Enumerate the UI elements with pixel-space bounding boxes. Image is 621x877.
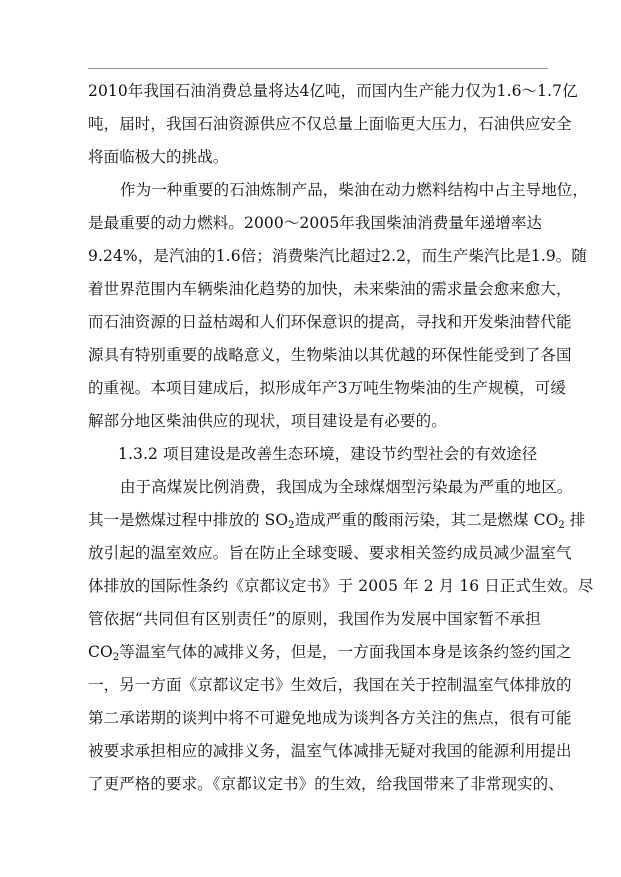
line-text: CO	[88, 643, 113, 661]
body-line: 管依据“共同但有区别责任”的原则，我国作为发展中国家暂不承担	[88, 610, 541, 628]
subscript: 2	[558, 520, 565, 531]
body-line: 是最重要的动力燃料。2000～2005年我国柴油消费量年递增率达	[88, 214, 543, 232]
body-line-with-formula	[88, 637, 572, 667]
body-line: 被要求承担相应的减排义务，温室气体减排无疑对我国的能源利用提出	[88, 742, 572, 760]
line-text: 造成严重的酸雨污染，其二是燃煤 CO	[294, 511, 559, 529]
line-text: 其一是燃煤过程中排放的 SO	[88, 511, 289, 529]
body-line: 2010年我国石油消费总量将达4亿吨，而国内生产能力仅为1.6～1.7亿	[88, 82, 578, 100]
body-line: 9.24%，是汽油的1.6倍；消费柴汽比超过2.2，而生产柴汽比是1.9。随	[88, 247, 587, 265]
body-line: 着世界范围内车辆柴油化趋势的加快，未来柴油的需求量会愈来愈大，	[88, 280, 572, 298]
body-line: 的重视。本项目建成后，拟形成年产3万吨生物柴油的生产规模，可缓	[88, 379, 566, 397]
section-heading: 1.3.2 项目建设是改善生态环境，建设节约型社会的有效途径	[118, 445, 538, 463]
paragraph-start-line: 由于高煤炭比例消费，我国成为全球煤烟型污染最为严重的地区。	[120, 478, 573, 496]
line-text: 等温室气体的减排义务，但是，一方面我国本身是该条约签约国之	[119, 643, 572, 661]
body-line: 解部分地区柴油供应的现状，项目建设是有必要的。	[88, 412, 447, 430]
header-rule	[88, 68, 548, 69]
subscript: 2	[288, 520, 295, 531]
body-line: 吨，届时，我国石油资源供应不仅总量上面临更大压力，石油供应安全	[88, 115, 572, 133]
body-line-with-formula	[88, 505, 586, 535]
body-line: 了更严格的要求。《京都议定书》的生效，给我国带来了非常现实的、	[88, 775, 564, 793]
body-line: 将面临极大的挑战。	[88, 148, 229, 166]
body-line: 体排放的国际性条约《京都议定书》于 2005 年 2 月 16 日正式生效。尽	[88, 577, 594, 595]
body-line: 一，另一方面《京都议定书》生效后，我国在关于控制温室气体排放的	[88, 676, 572, 694]
body-line: 而石油资源的日益枯竭和人们环保意识的提高，寻找和开发柴油替代能	[88, 313, 572, 331]
body-line: 源具有特别重要的战略意义，生物柴油以其优越的环保性能受到了各国	[88, 346, 572, 364]
line-text: 排	[564, 511, 586, 529]
body-line: 第二承诺期的谈判中将不可避免地成为谈判各方关注的焦点，很有可能	[88, 709, 572, 727]
paragraph-start-line: 作为一种重要的石油炼制产品，柴油在动力燃料结构中占主导地位，	[120, 181, 589, 199]
body-line: 放引起的温室效应。旨在防止全球变暖、要求相关签约成员减少温室气	[88, 544, 572, 562]
subscript: 2	[112, 652, 120, 663]
